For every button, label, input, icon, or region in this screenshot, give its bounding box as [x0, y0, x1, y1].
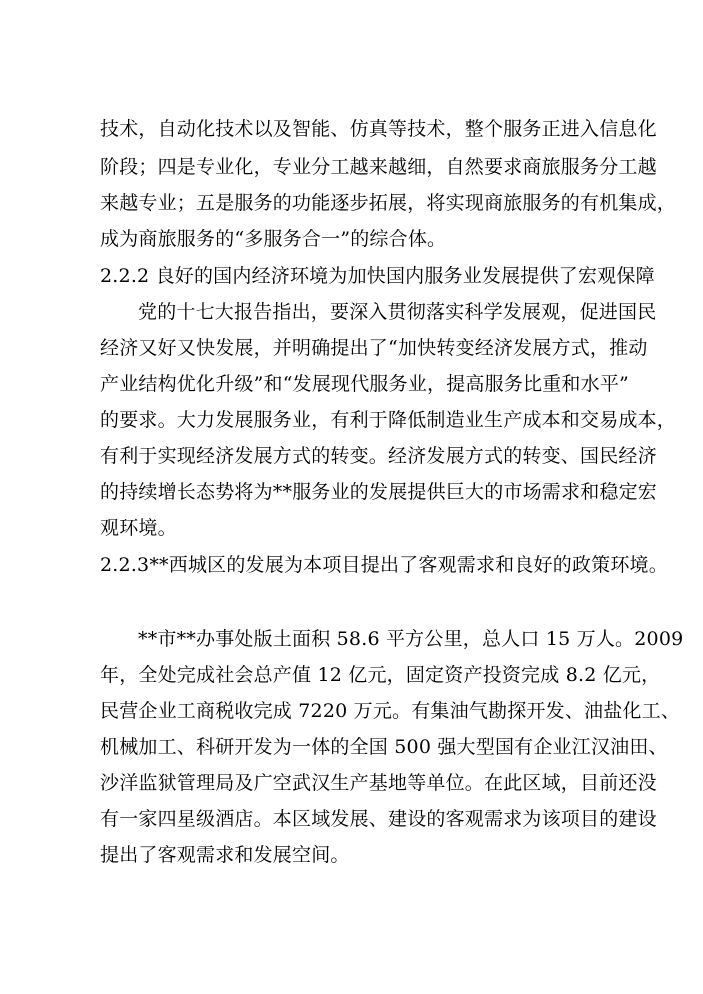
paragraph-line: 机械加工、科研开发为一体的全国 500 强大型国有企业江汉油田、: [100, 736, 668, 758]
paragraph-line: 观环境。: [100, 517, 177, 539]
paragraph-line: **市**办事处版土面积 58.6 平方公里，总人口 15 万人。2009: [138, 628, 684, 650]
paragraph-line: 党的十七大报告指出，要深入贯彻落实科学发展观，促进国民: [138, 301, 657, 323]
paragraph-line: 阶段；四是专业化，专业分工越来越细，自然要求商旅服务分工越: [100, 156, 657, 178]
paragraph-line: 提出了客观需求和发展空间。: [100, 844, 350, 866]
section-heading-2-2-3: 2.2.3**西城区的发展为本项目提出了客观需求和良好的政策环境。: [100, 554, 668, 576]
paragraph-line: 有利于实现经济发展方式的转变。经济发展方式的转变、国民经济: [100, 445, 657, 467]
paragraph-line: 产业结构优化升级”和“发展现代服务业，提高服务比重和水平”: [100, 373, 629, 395]
paragraph-line: 的要求。大力发展服务业，有利于降低制造业生产成本和交易成本，: [100, 409, 677, 431]
paragraph-line: 技术，自动化技术以及智能、仿真等技术，整个服务正进入信息化: [100, 118, 657, 140]
paragraph-line: 来越专业；五是服务的功能逐步拓展，将实现商旅服务的有机集成，: [100, 192, 677, 214]
section-heading-2-2-2: 2.2.2 良好的国内经济环境为加快国内服务业发展提供了宏观保障: [100, 265, 655, 287]
paragraph-line: 民营企业工商税收完成 7220 万元。有集油气勘探开发、油盐化工、: [100, 700, 681, 722]
paragraph-line: 有一家四星级酒店。本区域发展、建设的客观需求为该项目的建设: [100, 808, 657, 830]
paragraph-line: 经济又好又快发展，并明确提出了“加快转变经济发展方式，推动: [100, 337, 648, 359]
paragraph-line: 年，全处完成社会总产值 12 亿元，固定资产投资完成 8.2 亿元，: [100, 664, 661, 686]
paragraph-line: 的持续增长态势将为**服务业的发展提供巨大的市场需求和稳定宏: [100, 481, 658, 503]
paragraph-line: 成为商旅服务的“多服务合一”的综合体。: [100, 228, 447, 250]
paragraph-line: 沙洋监狱管理局及广空武汉生产基地等单位。在此区域，目前还没: [100, 772, 657, 794]
